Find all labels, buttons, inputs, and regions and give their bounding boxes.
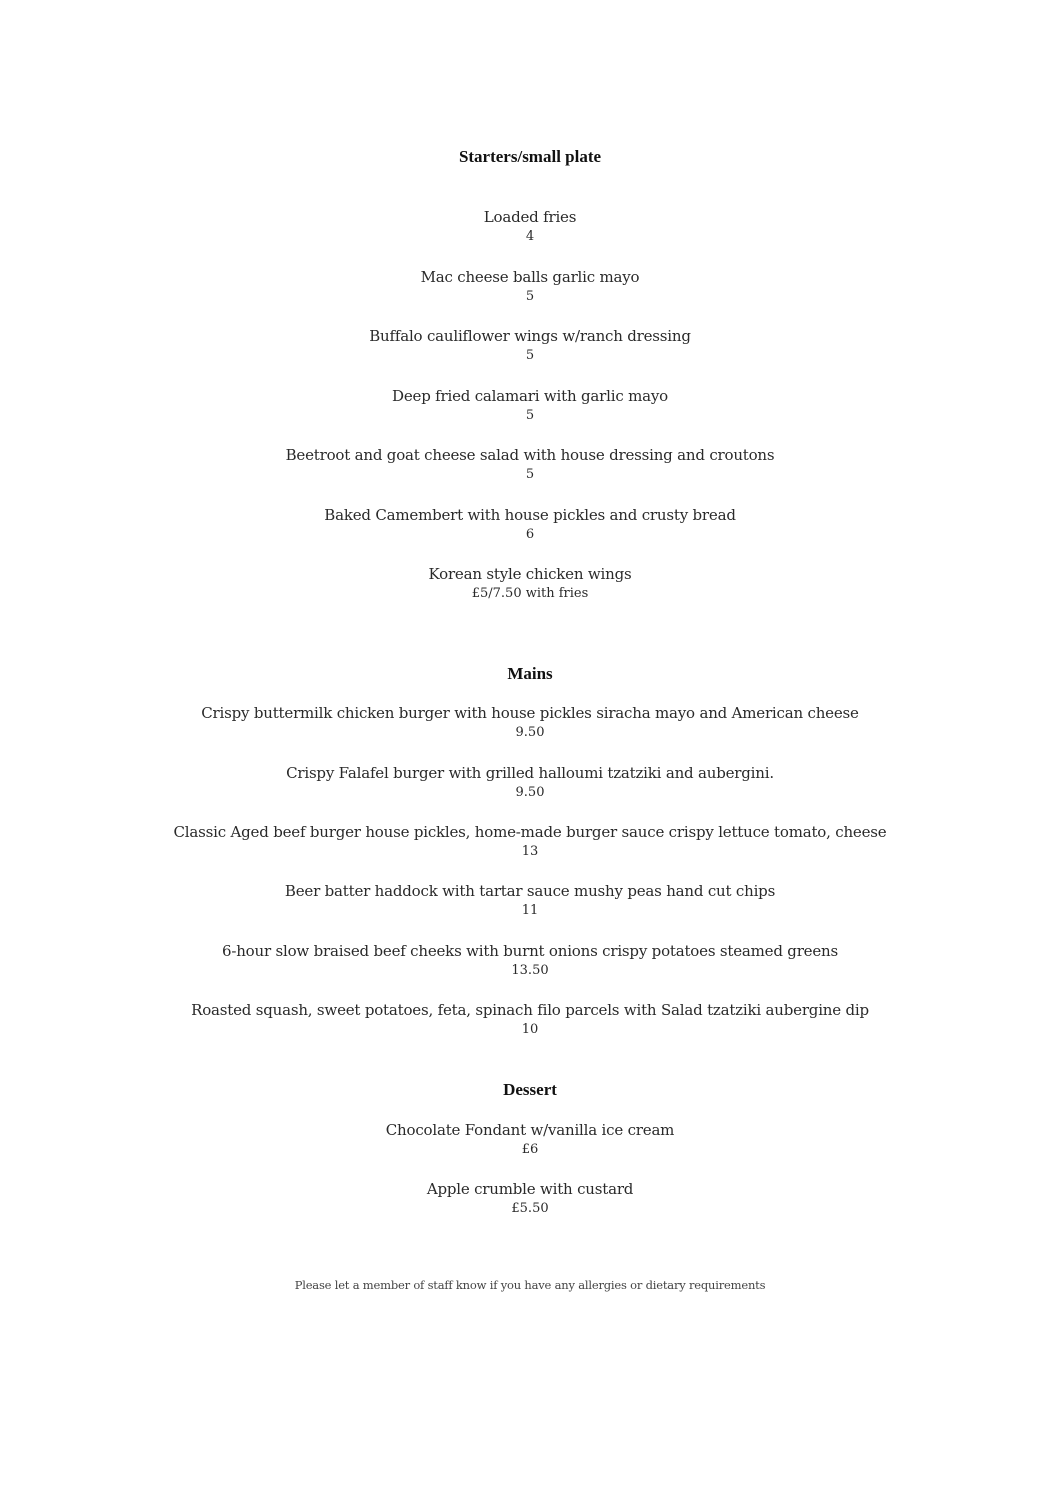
item-price: 6 (525, 527, 535, 542)
item-price: 13 (521, 844, 539, 859)
item-name: Crispy Falafel burger with grilled halloumi tzatziki and aubergini. (286, 764, 774, 782)
menu-item (0, 1000, 1060, 1040)
item-name: Apple crumble with custard (426, 1180, 634, 1198)
menu-item (0, 386, 1060, 426)
item-price: 4 (525, 229, 535, 244)
item-name: Deep fried calamari with garlic mayo (392, 387, 668, 405)
item-price: 5 (525, 348, 535, 363)
menu-item (0, 326, 1060, 366)
item-price: £5.50 (511, 1201, 549, 1216)
item-price: £6 (521, 1142, 539, 1157)
mains-heading: Mains (507, 664, 553, 683)
item-name: Chocolate Fondant w/vanilla ice cream (385, 1121, 675, 1139)
item-price: £5/7.50 with fries (471, 586, 589, 601)
item-price: 9.50 (515, 785, 545, 800)
menu-item (0, 505, 1060, 545)
item-name: Korean style chicken wings (428, 565, 632, 583)
item-name: Beer batter haddock with tartar sauce mushy peas hand cut chips (284, 882, 776, 900)
menu-item (0, 1179, 1060, 1219)
item-price: 11 (521, 903, 539, 918)
item-name: Loaded fries (483, 208, 577, 226)
item-name: Baked Camembert with house pickles and crusty bread (324, 506, 736, 524)
menu-item (0, 763, 1060, 803)
item-name: Classic Aged beef burger house pickles, home-made burger sauce crispy lettuce tomato, cheese (173, 823, 887, 841)
item-name: Roasted squash, sweet potatoes, feta, spinach filo parcels with Salad tzatziki aubergine dip (191, 1001, 869, 1019)
allergy-note: Please let a member of staff know if you have any allergies or dietary requirements (294, 1278, 766, 1292)
menu-item (0, 881, 1060, 921)
menu-item (0, 445, 1060, 485)
item-price: 9.50 (515, 725, 545, 740)
menu-item (0, 822, 1060, 862)
menu-item (0, 703, 1060, 743)
menu-item (0, 207, 1060, 247)
menu-item (0, 1120, 1060, 1160)
starters-heading: Starters/small plate (458, 147, 602, 166)
item-price: 10 (521, 1022, 539, 1037)
item-name: 6-hour slow braised beef cheeks with burnt onions crispy potatoes steamed greens (222, 942, 838, 960)
item-name: Beetroot and goat cheese salad with house dressing and croutons (285, 446, 775, 464)
item-name: Crispy buttermilk chicken burger with house pickles siracha mayo and American cheese (201, 704, 859, 722)
item-name: Mac cheese balls garlic mayo (420, 268, 640, 286)
menu-item (0, 267, 1060, 307)
item-price: 13.50 (511, 963, 549, 978)
dessert-heading: Dessert (503, 1080, 557, 1099)
item-price: 5 (525, 408, 535, 423)
menu-item (0, 564, 1060, 604)
menu-item (0, 941, 1060, 981)
item-price: 5 (525, 289, 535, 304)
item-price: 5 (525, 467, 535, 482)
item-name: Buffalo cauliflower wings w/ranch dressing (369, 327, 691, 345)
